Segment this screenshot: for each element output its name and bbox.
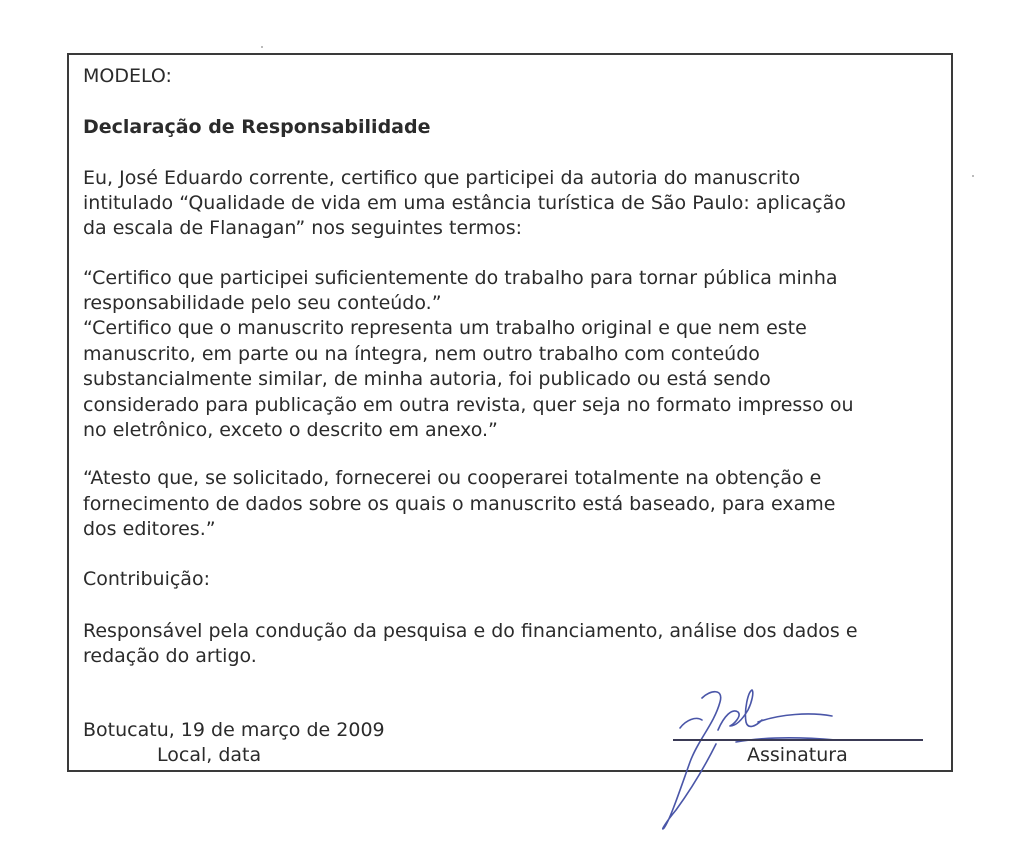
statement-2-line-4: considerado para publicação em outra revista, quer seja no formato impresso ou	[83, 394, 854, 416]
statement-3-line-1: “Atesto que, se solicitado, fornecerei ou cooperarei totalmente na obtenção e	[83, 467, 822, 489]
place-date: Botucatu, 19 de março de 2009	[83, 719, 385, 741]
place-date-caption: Local, data	[157, 744, 262, 766]
intro-line-2: intitulado “Qualidade de vida em uma estância turística de São Paulo: aplicação	[83, 192, 846, 214]
signature-line	[673, 739, 923, 741]
contribution-line-1: Responsável pela condução da pesquisa e do financiamento, análise dos dados e	[83, 620, 858, 642]
contribution-label: Contribuição:	[83, 568, 210, 590]
statement-2-line-1: “Certifico que o manuscrito representa um trabalho original e que nem este	[83, 317, 807, 339]
signature-caption: Assinatura	[747, 744, 848, 766]
document-title: Declaração de Responsabilidade	[83, 116, 431, 138]
intro-line-3: da escala de Flanagan” nos seguintes termos:	[83, 217, 523, 239]
contribution-line-2: redação do artigo.	[83, 645, 257, 667]
scan-speck	[261, 46, 263, 48]
statement-1-line-2: responsabilidade pelo seu conteúdo.”	[83, 292, 442, 314]
statement-3-line-3: dos editores.”	[83, 518, 216, 540]
scan-speck	[972, 175, 974, 177]
statement-2-line-5: no eletrônico, exceto o descrito em anexo.”	[83, 419, 498, 441]
statement-3-line-2: fornecimento de dados sobre os quais o manuscrito está baseado, para exame	[83, 493, 836, 515]
statement-1-line-1: “Certifico que participei suficientemente do trabalho para tornar pública minha	[83, 267, 838, 289]
statement-2-line-2: manuscrito, em parte ou na íntegra, nem outro trabalho com conteúdo	[83, 343, 760, 365]
statement-2-line-3: substancialmente similar, de minha autoria, foi publicado ou está sendo	[83, 368, 771, 390]
intro-line-1: Eu, José Eduardo corrente, certifico que participei da autoria do manuscrito	[83, 167, 801, 189]
modelo-label: MODELO:	[83, 65, 172, 87]
